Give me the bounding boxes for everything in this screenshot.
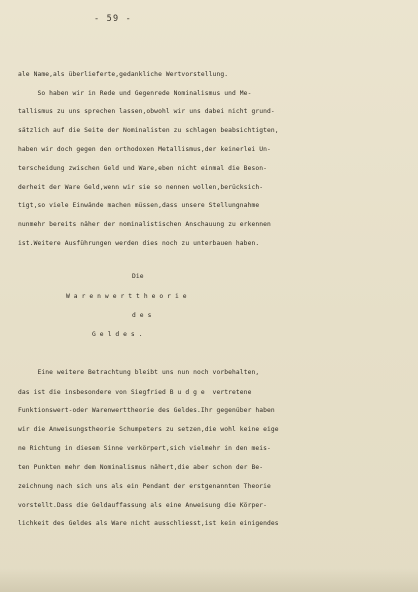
text-line: So haben wir in Rede und Gegenrede Nominalismus und Me- bbox=[18, 90, 252, 97]
text-line: ten Punkten mehr dem Nominalismus nähert,die aber schon der Be- bbox=[18, 464, 264, 471]
text-line: terscheidung zwischen Geld und Ware,eben nicht einmal die Beson- bbox=[18, 165, 268, 172]
text-line: das ist die insbesondere von Siegfried B u d g e vertretene bbox=[18, 389, 252, 396]
text-line: vorstellt.Dass die Geldauffassung als eine Anweisung die Körper- bbox=[18, 502, 268, 509]
text-line: derheit der Ware Geld,wenn wir sie so nennen wollen,berücksich- bbox=[18, 184, 264, 191]
page-number: - 59 - bbox=[94, 14, 132, 24]
heading-line: G e l d e s . bbox=[92, 331, 143, 338]
text-line: tallismus zu uns sprechen lassen,obwohl wir uns dabei nicht grund- bbox=[18, 108, 275, 115]
text-line: tigt,so viele Einwände machen müssen,dass unsere Stellungnahme bbox=[18, 202, 260, 209]
text-line: Funktionswert-oder Warenwerttheorie des Geldes.Ihr gegenüber haben bbox=[18, 407, 275, 414]
text-line: sätzlich auf die Seite der Nominalisten zu schlagen beabsichtigten, bbox=[18, 127, 279, 134]
text-line: zeichnung nach sich uns als ein Pendant der erstgenannten Theorie bbox=[18, 483, 271, 490]
text-line: lichkeit des Geldes als Ware nicht ausschliesst,ist kein einigendes bbox=[18, 520, 279, 527]
text-line: nunmehr bereits näher der nominalistischen Anschauung zu erkennen bbox=[18, 221, 271, 228]
heading-line: Die bbox=[132, 273, 144, 280]
text-line: ale Name,als überlieferte,gedankliche Wertvorstellung. bbox=[18, 71, 229, 78]
heading-line: d e s bbox=[132, 312, 152, 319]
text-line: ist.Weitere Ausführungen werden dies noch zu unterbauen haben. bbox=[18, 240, 260, 247]
text-line: Eine weitere Betrachtung bleibt uns nun noch vorbehalten, bbox=[18, 369, 260, 376]
heading-line: W a r e n w e r t t h e o r i e bbox=[66, 293, 187, 300]
text-line: haben wir doch gegen den orthodoxen Metallismus,der keinerlei Un- bbox=[18, 146, 271, 153]
text-line: wir die Anweisungstheorie Schumpeters zu setzen,die wohl keine eige bbox=[18, 426, 279, 433]
text-line: ne Richtung in diesem Sinne verkörpert,sich vielmehr in den meis- bbox=[18, 445, 271, 452]
